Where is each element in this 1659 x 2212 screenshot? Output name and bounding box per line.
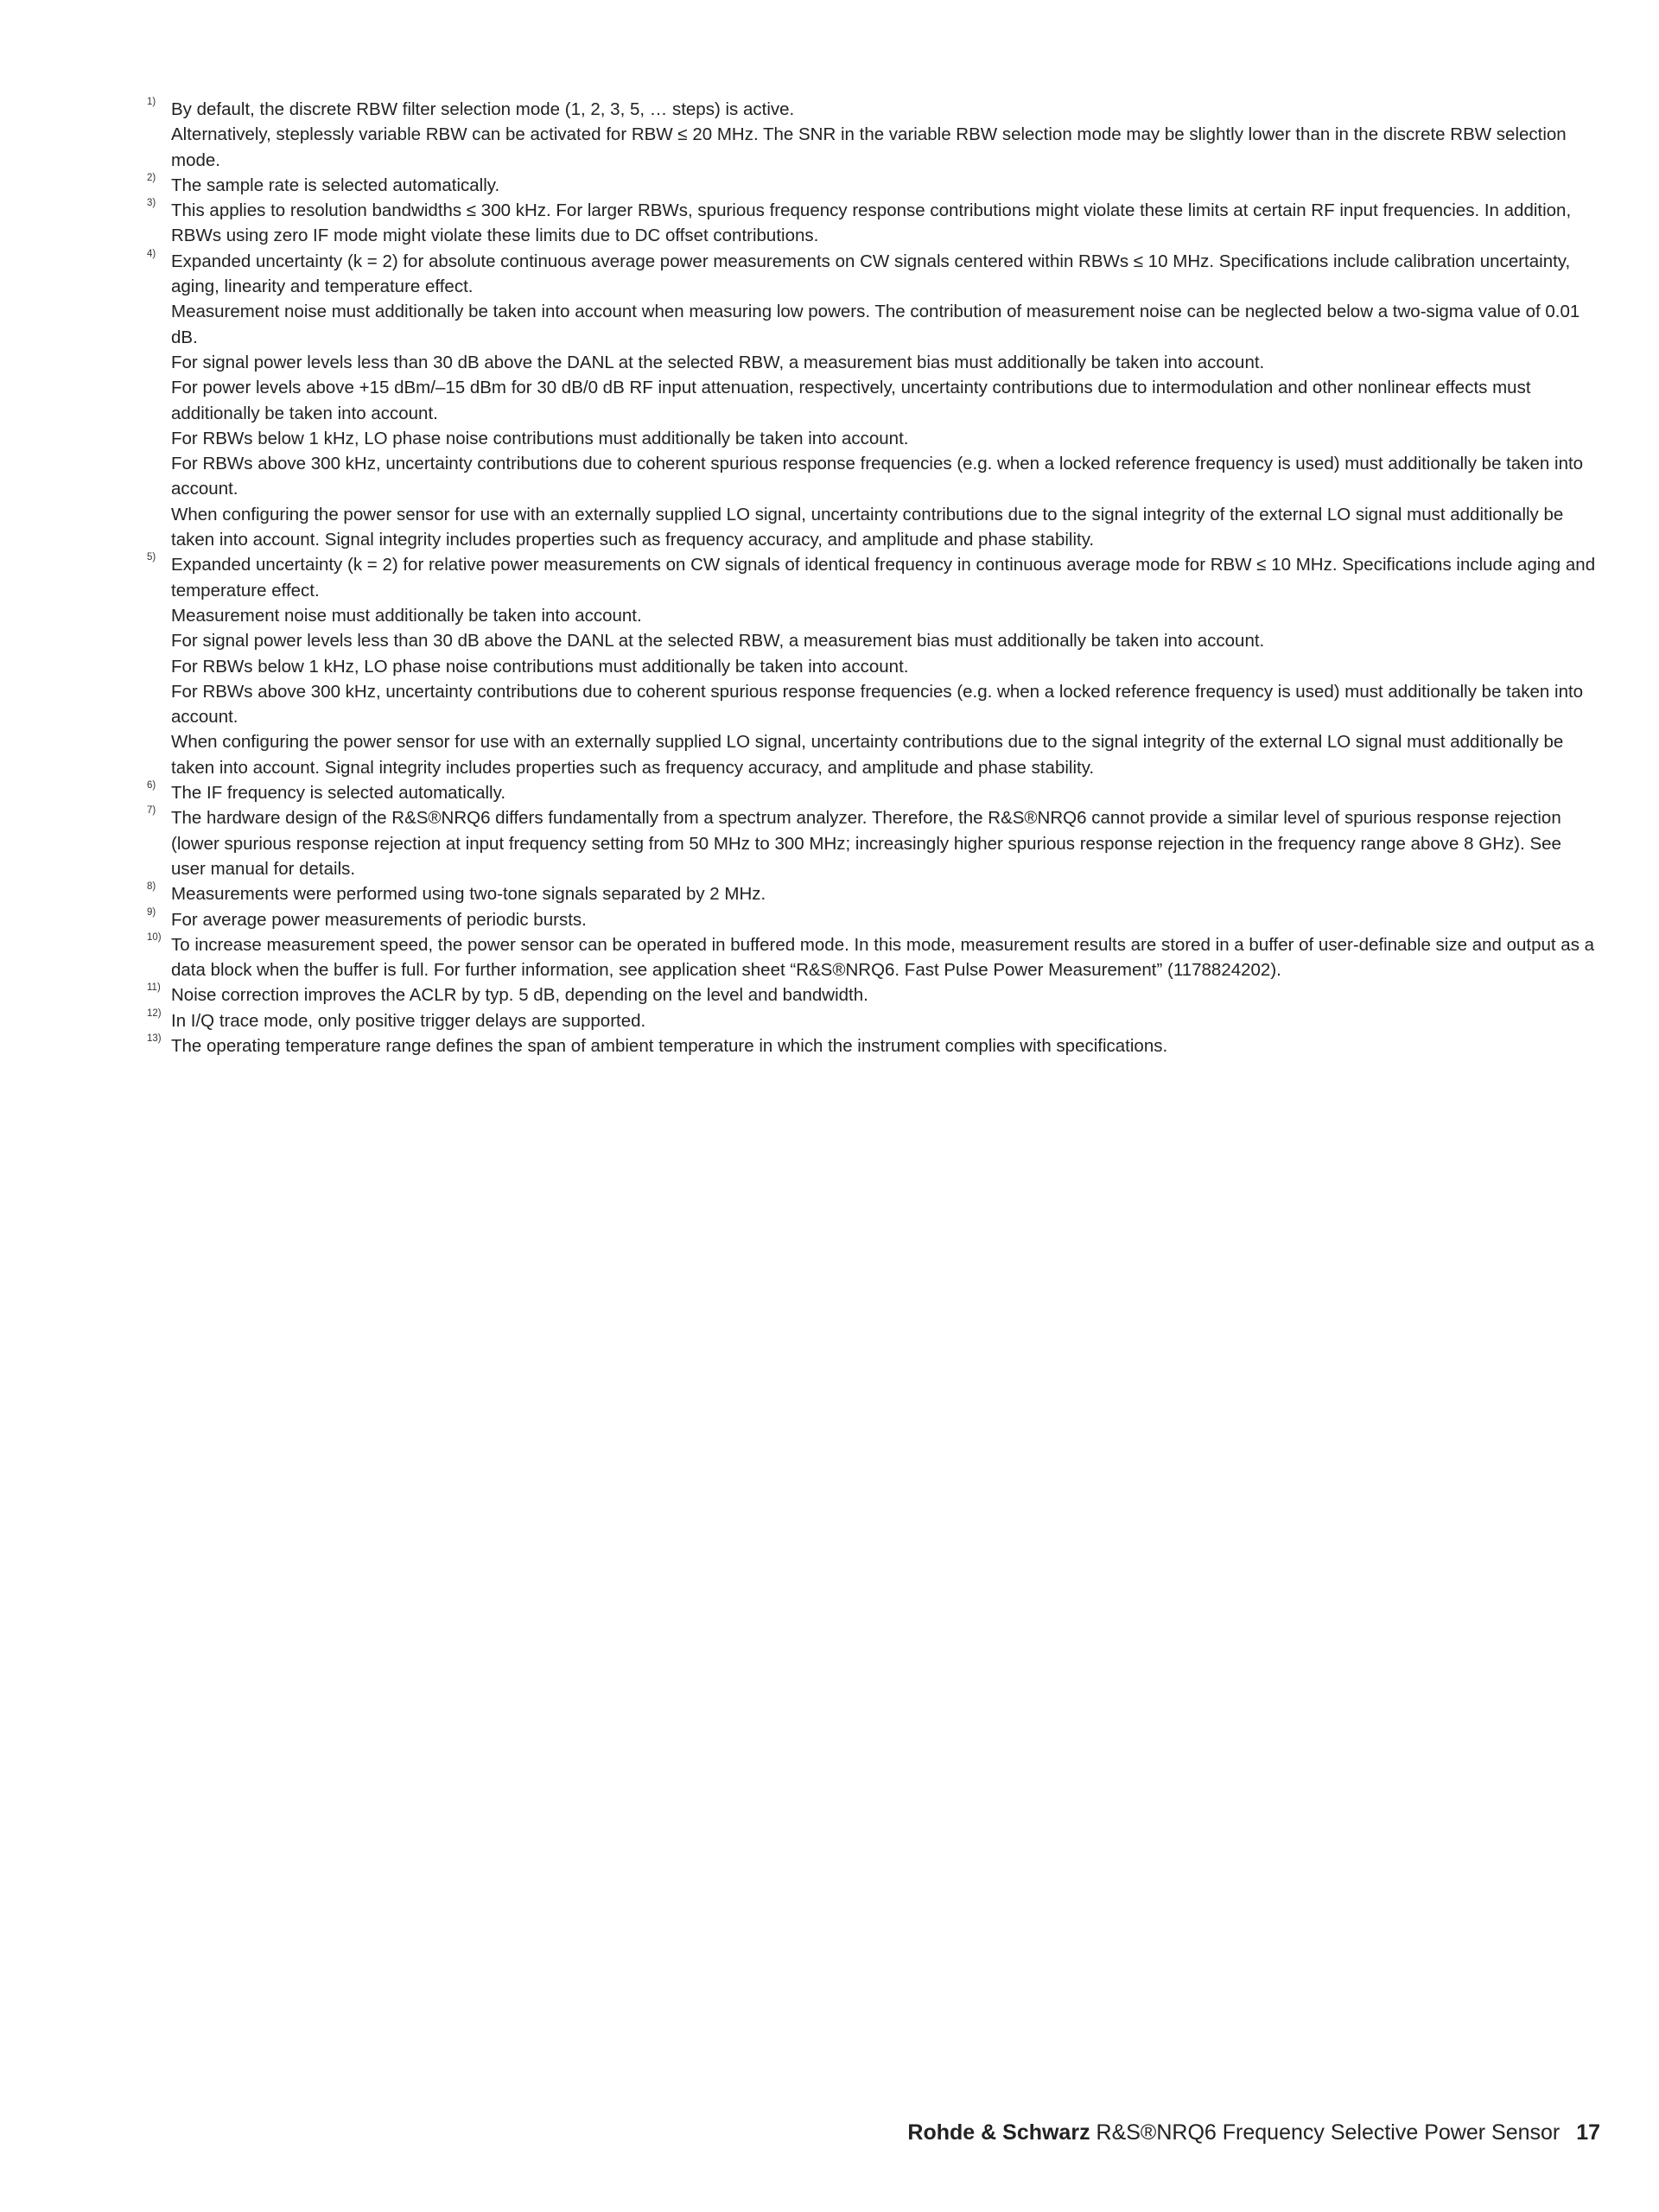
footnote-2 (147, 173, 1600, 198)
footnote-text: Measurement noise must additionally be taken into account when measuring low powers. The contribution of measurement noise can be neglected below a two-sigma value of 0.01 dB. (171, 302, 1580, 347)
footnote-number: 4) (147, 248, 156, 259)
footnote-8 (147, 881, 1600, 906)
footnote-text: To increase measurement speed, the power sensor can be operated in buffered mode. In this mode, measurement results are stored in a buffer of user-definable size and output as a data block when the buffer is full. For further information, see application sheet “R&S®NRQ6. Fast Pulse Power Measurement” (1178824202). (171, 934, 1595, 981)
footnote-text: This applies to resolution bandwidths ≤ 300 kHz. For larger RBWs, spurious frequency response contributions might violate these limits at certain RF input frequencies. In addition, RBWs using zero IF mode might violate these limits due to DC offset contributions. (171, 200, 1572, 246)
footnote-text: The hardware design of the R&S®NRQ6 differs fundamentally from a spectrum analyzer. Therefore, the R&S®NRQ6 cannot provide a similar level of spurious response rejection (lower spurious response rejection at input frequency setting from 50 MHz to 300 MHz; increasingly higher spurious response rejection in the frequency range above 8 GHz). See user manual for details. (171, 808, 1561, 879)
footnote-number: 12) (147, 1007, 162, 1019)
footnote-9 (147, 907, 1600, 932)
footnote-number: 1) (147, 97, 156, 107)
product-title: R&S®NRQ6 Frequency Selective Power Sensor (1096, 2120, 1560, 2145)
footnote-text: For RBWs below 1 kHz, LO phase noise contributions must additionally be taken into account. (171, 656, 909, 677)
brand-name: Rohde & Schwarz (907, 2120, 1090, 2145)
footnote-text: When configuring the power sensor for use with an externally supplied LO signal, uncertainty contributions due to the signal integrity of the external LO signal must additionally be taken into account. Signal integrity includes properties such as frequency accuracy, and amplitude and phase stability. (171, 504, 1564, 550)
footnote-list (147, 97, 1600, 1058)
footnote-text: For signal power levels less than 30 dB above the DANL at the selected RBW, a measurement bias must additionally be taken into account. (171, 352, 1265, 372)
footnote-text: For signal power levels less than 30 dB above the DANL at the selected RBW, a measurement bias must additionally be taken into account. (171, 631, 1265, 652)
footnote-text: For RBWs below 1 kHz, LO phase noise contributions must additionally be taken into account. (171, 428, 909, 448)
footnote-number: 5) (147, 552, 156, 563)
footnote-text: Noise correction improves the ACLR by typ. 5 dB, depending on the level and bandwidth. (171, 985, 868, 1006)
footnote-text: The IF frequency is selected automatically. (171, 783, 506, 804)
footnote-number: 8) (147, 881, 156, 893)
footnote-text: For RBWs above 300 kHz, uncertainty contributions due to coherent spurious response frequencies (e.g. when a locked reference frequency is used) must additionally be taken into account. (171, 454, 1584, 499)
footnote-number: 6) (147, 780, 156, 791)
footnote-number: 2) (147, 172, 156, 183)
footnote-text: The sample rate is selected automatically. (171, 175, 500, 195)
footnote-text: The operating temperature range defines the span of ambient temperature in which the instrument complies with specifications. (171, 1035, 1168, 1056)
footnote-11 (147, 982, 1600, 1007)
footnote-1 (147, 97, 1600, 173)
page-number: 17 (1576, 2120, 1600, 2145)
footnote-number: 10) (147, 931, 162, 943)
footnote-6 (147, 780, 1600, 805)
footnote-text: In I/Q trace mode, only positive trigger delays are supported. (171, 1010, 646, 1031)
footnote-text: For RBWs above 300 kHz, uncertainty contributions due to coherent spurious response frequencies (e.g. when a locked reference frequency is used) must additionally be taken into account. (171, 681, 1584, 728)
footnote-12 (147, 1008, 1600, 1033)
footnote-7 (147, 805, 1600, 881)
footnote-text: Measurements were performed using two-tone signals separated by 2 MHz. (171, 884, 766, 905)
footnote-text: Expanded uncertainty (k = 2) for relative power measurements on CW signals of identical frequency in continuous average mode for RBW ≤ 10 MHz. Specifications include aging and temperature effect. (171, 555, 1596, 601)
footnote-text: When configuring the power sensor for use with an externally supplied LO signal, uncertainty contributions due to the signal integrity of the external LO signal must additionally be taken into account. Signal integrity includes properties such as frequency accuracy, and amplitude and phase stability. (171, 732, 1564, 778)
footnote-13 (147, 1033, 1600, 1058)
footnote-text: For power levels above +15 dBm/–15 dBm for 30 dB/0 dB RF input attenuation, respectively, uncertainty contributions due to intermodulation and other nonlinear effects must additionally be taken into account. (171, 378, 1531, 423)
page-footer (907, 2119, 1600, 2146)
footnote-number: 11) (147, 982, 161, 994)
footnote-4 (147, 249, 1600, 553)
footnote-number: 9) (147, 906, 156, 918)
footnote-number: 7) (147, 805, 156, 817)
footnote-text: Measurement noise must additionally be taken into account. (171, 605, 642, 626)
footnote-text: Alternatively, steplessly variable RBW can be activated for RBW ≤ 20 MHz. The SNR in the variable RBW selection mode may be slightly lower than in the discrete RBW selection mode. (171, 124, 1567, 170)
footnote-text: Expanded uncertainty (k = 2) for absolute continuous average power measurements on CW signals centered within RBWs ≤ 10 MHz. Specifications include calibration uncertainty, aging, linearity and temperature effect. (171, 251, 1571, 297)
footnote-5 (147, 552, 1600, 780)
footnote-number: 3) (147, 198, 156, 209)
footnote-number: 13) (147, 1033, 162, 1044)
footnote-text: For average power measurements of periodic bursts. (171, 909, 587, 930)
footnote-10 (147, 932, 1600, 983)
footnote-text: By default, the discrete RBW filter selection mode (1, 2, 3, 5, … steps) is active. (171, 99, 795, 119)
footnote-3 (147, 198, 1600, 249)
